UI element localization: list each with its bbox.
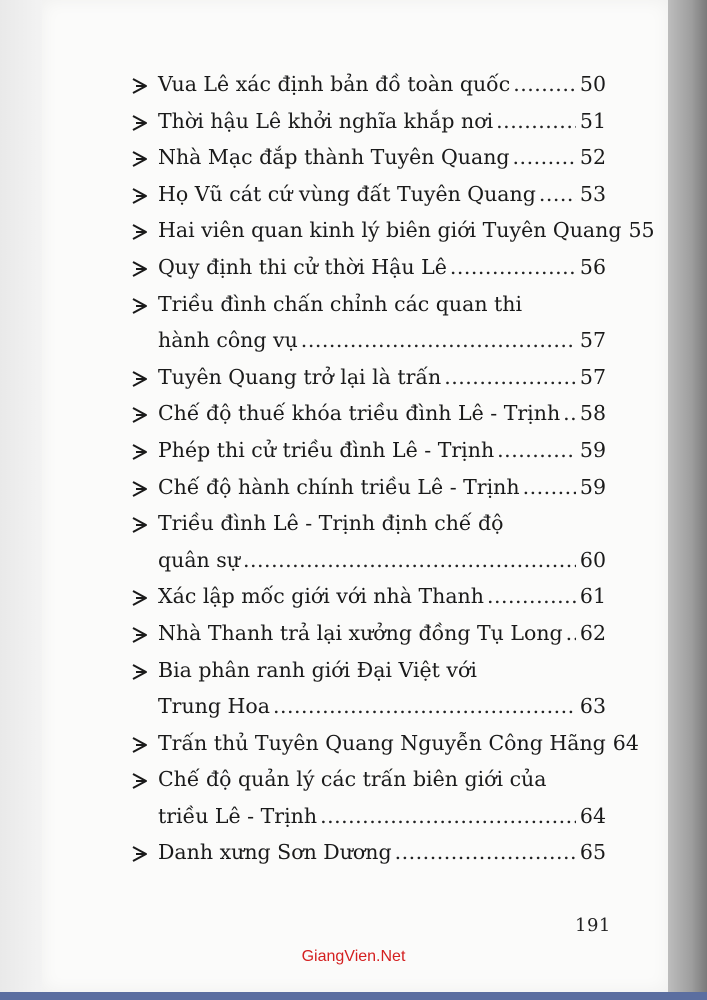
toc-page-number: 57 <box>579 364 606 389</box>
toc-entry-title: hành công vụ <box>158 328 298 353</box>
dot-leader <box>513 66 576 103</box>
toc-entry <box>130 286 606 359</box>
arrow-bullet-icon <box>130 433 150 469</box>
toc-entry-title-line: Chế độ quản lý các trấn biên giới của <box>158 767 547 792</box>
arrow-bullet-icon <box>130 213 150 249</box>
toc-entry <box>130 139 606 176</box>
toc-page-number: 62 <box>579 620 606 645</box>
toc-page-number: 59 <box>579 474 606 499</box>
dot-leader <box>566 615 576 652</box>
toc-page-number: 53 <box>579 181 606 206</box>
toc-entry-title: Phép thi cử triều đình Lê - Trịnh <box>158 437 495 462</box>
arrow-bullet-icon <box>130 67 150 103</box>
toc-entry-title: Chế độ hành chính triều Lê - Trịnh <box>158 474 520 499</box>
dot-leader <box>539 176 576 213</box>
dot-leader <box>523 469 576 506</box>
toc-page-number: 51 <box>579 108 606 133</box>
toc-entry <box>130 359 606 396</box>
page-edge-right <box>668 0 707 1000</box>
toc-entry-title: quân sự <box>158 547 240 572</box>
toc-entry-title: Thời hậu Lê khởi nghĩa khắp nơi <box>158 108 494 133</box>
toc-entry <box>130 212 655 249</box>
dot-leader <box>497 432 576 469</box>
dot-leader <box>496 103 576 140</box>
toc-entry-title: Họ Vũ cát cứ vùng đất Tuyên Quang <box>158 181 536 206</box>
toc-page-number: 56 <box>579 254 606 279</box>
toc-page-number: 55 <box>628 218 655 243</box>
arrow-bullet-icon <box>130 616 150 652</box>
toc-entry <box>130 725 639 762</box>
toc-entry <box>130 652 606 725</box>
toc-page-number: 59 <box>579 437 606 462</box>
toc-entry <box>130 469 606 506</box>
toc-entry <box>130 432 606 469</box>
toc-entry <box>130 578 606 615</box>
toc-entry <box>130 66 606 103</box>
page-number: 191 <box>575 915 611 936</box>
toc-page-number: 57 <box>579 328 606 353</box>
dot-leader <box>444 359 576 396</box>
toc-page-number: 58 <box>579 401 606 426</box>
dot-leader <box>273 688 576 725</box>
toc-page-number: 63 <box>579 694 606 719</box>
toc-page-number: 64 <box>612 730 639 755</box>
toc-entry <box>130 176 606 213</box>
arrow-bullet-icon <box>130 104 150 140</box>
dot-leader <box>243 542 576 579</box>
toc-entry-title: Nhà Thanh trả lại xưởng đồng Tụ Long <box>158 620 563 645</box>
toc-entry-title: Vua Lê xác định bản đồ toàn quốc <box>158 72 511 96</box>
arrow-bullet-icon <box>130 470 150 506</box>
watermark: GiangVien.Net <box>301 948 406 965</box>
toc-page-number: 52 <box>579 145 606 170</box>
toc-entry-title: Trấn thủ Tuyên Quang Nguyễn Công Hãng <box>158 730 606 755</box>
bottom-edge <box>0 992 707 1000</box>
toc-entry <box>130 103 606 140</box>
arrow-bullet-icon <box>130 506 150 542</box>
toc-entry <box>130 834 606 871</box>
arrow-bullet-icon <box>130 140 150 176</box>
toc-entry-title: Trung Hoa <box>158 694 270 719</box>
toc-entry-title-line: Triều đình chấn chỉnh các quan thi <box>158 291 523 316</box>
toc-entry <box>130 395 606 432</box>
toc-entry-title: Quy định thi cử thời Hậu Lê <box>158 254 447 279</box>
toc-entry <box>130 249 606 286</box>
arrow-bullet-icon <box>130 360 150 396</box>
arrow-bullet-icon <box>130 653 150 689</box>
arrow-bullet-icon <box>130 396 150 432</box>
toc-page-number: 61 <box>579 584 606 609</box>
dot-leader <box>563 395 576 432</box>
arrow-bullet-icon <box>130 762 150 798</box>
toc-entry <box>130 761 606 834</box>
toc-page-number: 60 <box>579 547 606 572</box>
arrow-bullet-icon <box>130 250 150 286</box>
toc-entry-title: Chế độ thuế khóa triều đình Lê - Trịnh <box>158 401 561 426</box>
dot-leader <box>395 834 576 871</box>
toc-entry-title: Hai viên quan kinh lý biên giới Tuyên Quang <box>158 218 622 243</box>
toc-entry-title: Danh xưng Sơn Dương <box>158 840 392 865</box>
toc-entry-title: Tuyên Quang trở lại là trấn <box>158 364 442 389</box>
dot-leader <box>320 798 576 835</box>
arrow-bullet-icon <box>130 177 150 213</box>
toc-page-number: 65 <box>579 840 606 865</box>
dot-leader <box>487 578 576 615</box>
arrow-bullet-icon <box>130 579 150 615</box>
toc-entry-title-line: Bia phân ranh giới Đại Việt với <box>158 657 477 682</box>
toc-entry <box>130 615 606 652</box>
page-gutter-left <box>0 0 42 1000</box>
table-of-contents <box>130 66 655 871</box>
toc-entry <box>130 505 606 578</box>
arrow-bullet-icon <box>130 287 150 323</box>
arrow-bullet-icon <box>130 835 150 871</box>
dot-leader <box>301 322 576 359</box>
toc-page-number: 50 <box>579 72 606 96</box>
toc-entry-title: triều Lê - Trịnh <box>158 803 318 828</box>
toc-entry-title: Xác lập mốc giới với nhà Thanh <box>158 584 484 609</box>
dot-leader <box>450 249 576 286</box>
toc-entry-title-line: Triều đình Lê - Trịnh định chế độ <box>158 511 504 536</box>
arrow-bullet-icon <box>130 726 150 762</box>
toc-entry-title: Nhà Mạc đắp thành Tuyên Quang <box>158 145 510 170</box>
toc-page-number: 64 <box>579 803 606 828</box>
dot-leader <box>513 139 576 176</box>
